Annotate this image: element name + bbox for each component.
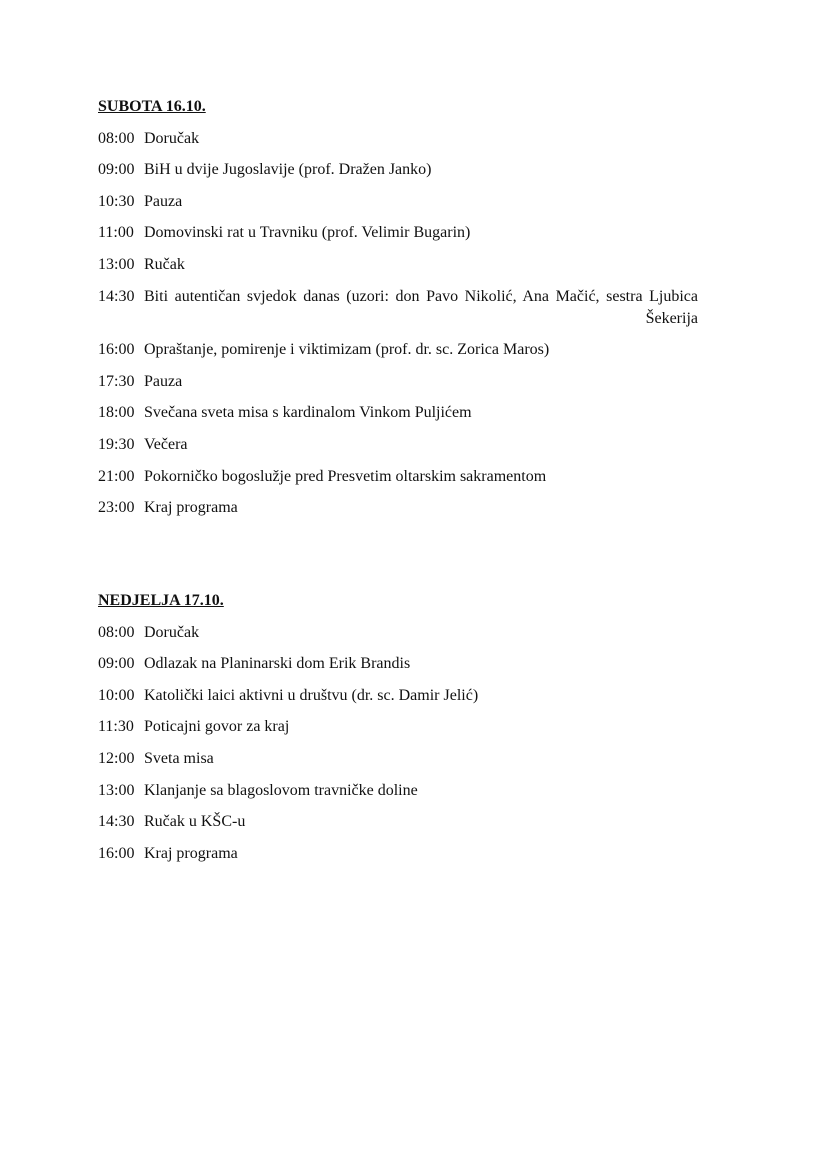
entry-time: 17:30	[98, 372, 135, 390]
schedule-entry	[98, 371, 698, 393]
entry-text: Kraj programa	[144, 844, 238, 862]
entry-time: 10:30	[98, 192, 135, 210]
day-section-sunday	[98, 590, 698, 865]
schedule-entry	[98, 466, 698, 488]
entry-time: 08:00	[98, 129, 135, 147]
entry-time: 12:00	[98, 749, 135, 767]
entry-time: 16:00	[98, 341, 135, 359]
schedule-entry	[98, 843, 698, 865]
entry-text: Odlazak na Planinarski dom Erik Brandis	[144, 655, 411, 673]
entry-text: Klanjanje sa blagoslovom travničke doline	[144, 781, 418, 799]
entry-text: Poticajni govor za kraj	[144, 718, 290, 736]
entry-time: 08:00	[98, 623, 135, 641]
entry-text: Domovinski rat u Travniku (prof. Velimir Bugarin)	[144, 224, 471, 242]
schedule-entry	[98, 780, 698, 802]
schedule-entry	[98, 685, 698, 707]
entry-text: BiH u dvije Jugoslavije (prof. Dražen Janko)	[144, 161, 432, 179]
entry-time: 21:00	[98, 467, 135, 485]
entry-time: 14:30	[98, 813, 135, 831]
schedule-entry	[98, 339, 698, 361]
entry-time: 09:00	[98, 161, 135, 179]
entry-text: Doručak	[144, 623, 200, 641]
entry-text: Ručak	[144, 255, 185, 273]
entry-text: Pauza	[144, 192, 183, 210]
schedule-entry	[98, 748, 698, 770]
schedule-entry	[98, 434, 698, 456]
entry-time: 14:30	[98, 287, 135, 305]
entry-text: Biti autentičan svjedok danas (uzori: don Pavo Nikolić, Ana Mačić, sestra Ljubica Šekerija	[144, 287, 698, 327]
entry-text: Opraštanje, pomirenje i viktimizam (prof. dr. sc. Zorica Maros)	[144, 341, 550, 359]
day-heading: SUBOTA 16.10.	[98, 98, 206, 115]
entry-text: Pokorničko bogoslužje pred Presvetim oltarskim sakramentom	[144, 467, 547, 485]
day-section-saturday	[98, 96, 698, 519]
entry-text: Svečana sveta misa s kardinalom Vinkom Puljićem	[144, 404, 472, 422]
schedule-entry	[98, 716, 698, 738]
entry-time: 11:00	[98, 224, 134, 242]
schedule-entry	[98, 402, 698, 424]
entry-time: 13:00	[98, 255, 135, 273]
schedule-entry	[98, 222, 698, 244]
schedule-entry	[98, 622, 698, 644]
entry-time: 16:00	[98, 844, 135, 862]
entry-text: Ručak u KŠC-u	[144, 813, 246, 831]
entry-text: Pauza	[144, 372, 183, 390]
entry-text: Katolički laici aktivni u društvu (dr. sc. Damir Jelić)	[144, 686, 479, 704]
schedule-entry	[98, 254, 698, 276]
entry-text: Večera	[144, 435, 188, 453]
entry-time: 19:30	[98, 435, 135, 453]
schedule-entry	[98, 159, 698, 181]
entry-time: 18:00	[98, 404, 135, 422]
entry-time: 09:00	[98, 655, 135, 673]
schedule-list	[98, 128, 698, 520]
entry-text: Sveta misa	[144, 749, 214, 767]
schedule-entry	[98, 653, 698, 675]
schedule-entry	[98, 497, 698, 519]
schedule-entry	[98, 811, 698, 833]
schedule-entry	[98, 128, 698, 150]
entry-time: 11:30	[98, 718, 134, 736]
entry-time: 13:00	[98, 781, 135, 799]
entry-text: Doručak	[144, 129, 200, 147]
entry-time: 10:00	[98, 686, 135, 704]
entry-time: 23:00	[98, 499, 135, 517]
schedule-entry	[98, 286, 698, 330]
schedule-list	[98, 622, 698, 865]
schedule-entry	[98, 191, 698, 213]
day-heading: NEDJELJA 17.10.	[98, 592, 224, 609]
entry-text: Kraj programa	[144, 499, 238, 517]
